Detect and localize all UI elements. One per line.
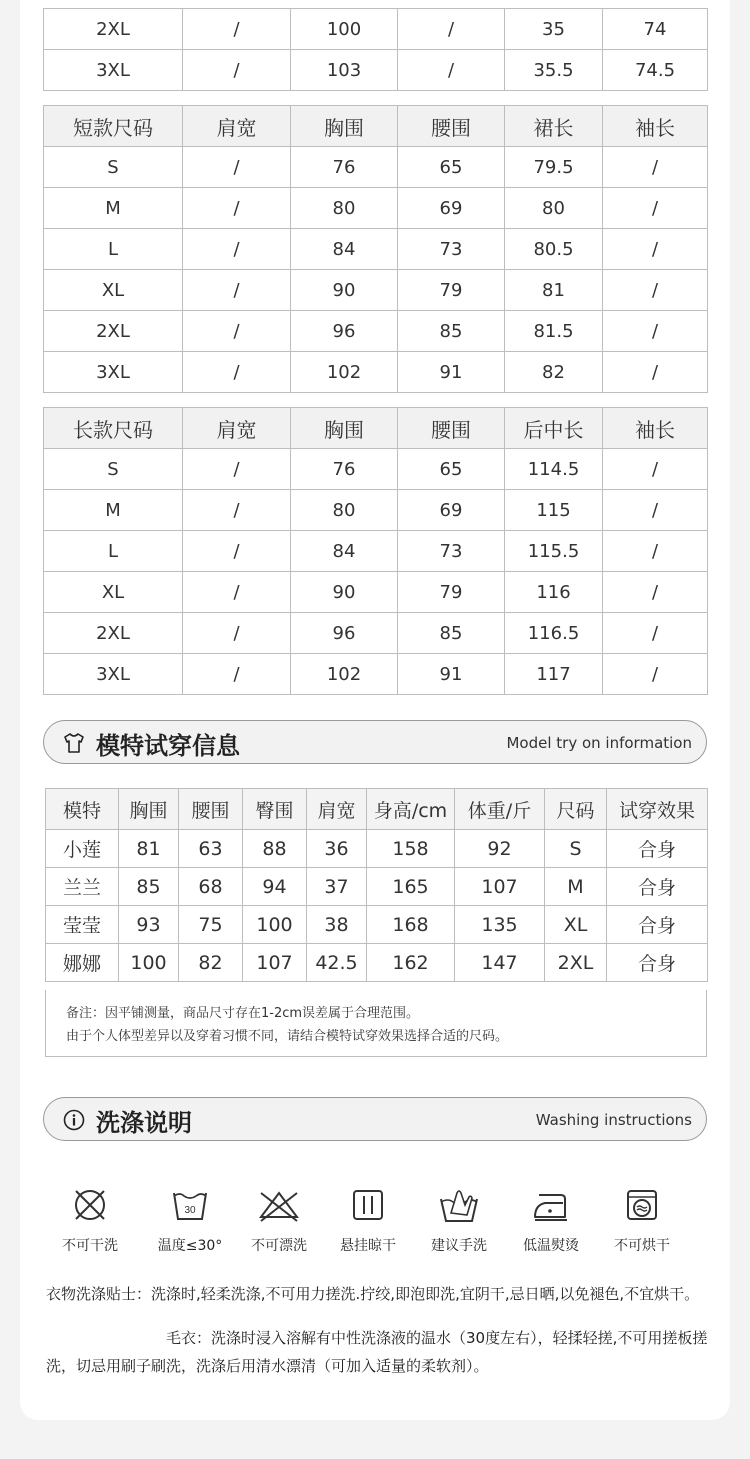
column-header: 腰围 bbox=[398, 408, 505, 449]
table-cell: 76 bbox=[291, 449, 398, 490]
wash-label: 悬挂晾干 bbox=[340, 1238, 396, 1254]
table-cell: 2XL bbox=[545, 944, 607, 982]
table-cell: 165 bbox=[367, 868, 455, 906]
size-table-long bbox=[43, 407, 708, 695]
table-row bbox=[44, 613, 708, 654]
table-row bbox=[44, 449, 708, 490]
table-row bbox=[44, 311, 708, 352]
table-row bbox=[44, 9, 708, 50]
column-header: 体重/斤 bbox=[455, 789, 545, 830]
table-cell: 38 bbox=[307, 906, 367, 944]
table-cell: 100 bbox=[291, 9, 398, 50]
table-cell: 73 bbox=[398, 531, 505, 572]
table-cell: M bbox=[44, 490, 183, 531]
table-cell: 合身 bbox=[607, 944, 708, 982]
table-row bbox=[44, 572, 708, 613]
column-header: 尺码 bbox=[545, 789, 607, 830]
table-cell: XL bbox=[545, 906, 607, 944]
table-cell: 115 bbox=[505, 490, 603, 531]
table-cell: 91 bbox=[398, 654, 505, 695]
wash-item-no-bleach bbox=[229, 1185, 329, 1255]
table-cell: 162 bbox=[367, 944, 455, 982]
table-cell: / bbox=[398, 9, 505, 50]
table-cell: / bbox=[603, 613, 708, 654]
table-cell: 42.5 bbox=[307, 944, 367, 982]
table-cell: 36 bbox=[307, 830, 367, 868]
table-row bbox=[46, 868, 708, 906]
table-cell: XL bbox=[44, 572, 183, 613]
table-cell: M bbox=[545, 868, 607, 906]
low-iron-icon bbox=[529, 1185, 573, 1225]
table-cell: / bbox=[183, 147, 291, 188]
wash-section-title: 洗涤说明 bbox=[96, 1109, 192, 1137]
table-cell: 93 bbox=[119, 906, 179, 944]
table-cell: 3XL bbox=[44, 352, 183, 393]
table-cell: 96 bbox=[291, 613, 398, 654]
table-cell: 79.5 bbox=[505, 147, 603, 188]
table-cell: 102 bbox=[291, 654, 398, 695]
no-tumble-dry-icon bbox=[622, 1185, 662, 1225]
table-cell: 76 bbox=[291, 147, 398, 188]
table-cell: 90 bbox=[291, 572, 398, 613]
table-cell: / bbox=[183, 229, 291, 270]
model-section-header bbox=[43, 720, 707, 764]
table-cell: 84 bbox=[291, 229, 398, 270]
wash-item-30 bbox=[140, 1185, 240, 1255]
table-cell: / bbox=[603, 490, 708, 531]
column-header: 胸围 bbox=[291, 106, 398, 147]
wash-item-no-tumble-dry bbox=[592, 1185, 692, 1255]
table-cell: 85 bbox=[398, 613, 505, 654]
model-table bbox=[45, 788, 708, 982]
table-row bbox=[44, 229, 708, 270]
table-cell: 96 bbox=[291, 311, 398, 352]
model-section-title: 模特试穿信息 bbox=[96, 732, 240, 760]
wash-label: 不可干洗 bbox=[62, 1238, 118, 1254]
table-row bbox=[44, 188, 708, 229]
table-cell: / bbox=[183, 50, 291, 91]
table-cell: S bbox=[44, 449, 183, 490]
model-note bbox=[45, 990, 707, 1057]
table-cell: 娜娜 bbox=[46, 944, 119, 982]
column-header: 袖长 bbox=[603, 106, 708, 147]
table-cell: L bbox=[44, 531, 183, 572]
table-cell: 35.5 bbox=[505, 50, 603, 91]
table-row bbox=[44, 147, 708, 188]
table-cell: 88 bbox=[243, 830, 307, 868]
table-cell: 2XL bbox=[44, 9, 183, 50]
table-cell: / bbox=[603, 531, 708, 572]
hand-wash-icon bbox=[437, 1185, 481, 1225]
table-cell: 74.5 bbox=[603, 50, 708, 91]
wash-item-hang-dry bbox=[318, 1185, 418, 1255]
table-cell: 100 bbox=[119, 944, 179, 982]
table-cell: / bbox=[183, 572, 291, 613]
table-cell: 80.5 bbox=[505, 229, 603, 270]
washing-tip-general: 衣物洗涤贴士：洗涤时,轻柔洗涤,不可用力搓洗.拧绞,即泡即洗,宜阴干,忌日晒,以免褪色,不宜烘干。 bbox=[46, 1285, 700, 1303]
size-table-top bbox=[43, 8, 708, 91]
wash-label: 建议手洗 bbox=[431, 1238, 487, 1254]
column-header: 袖长 bbox=[603, 408, 708, 449]
table-cell: 莹莹 bbox=[46, 906, 119, 944]
table-cell: 80 bbox=[291, 188, 398, 229]
table-cell: 65 bbox=[398, 147, 505, 188]
table-cell: / bbox=[603, 188, 708, 229]
column-header: 胸围 bbox=[119, 789, 179, 830]
table-cell: 80 bbox=[291, 490, 398, 531]
column-header: 肩宽 bbox=[183, 106, 291, 147]
table-cell: 3XL bbox=[44, 50, 183, 91]
table-cell: 68 bbox=[179, 868, 243, 906]
table-cell: 74 bbox=[603, 9, 708, 50]
column-header: 臀围 bbox=[243, 789, 307, 830]
table-header-row bbox=[44, 408, 708, 449]
table-cell: 158 bbox=[367, 830, 455, 868]
table-row bbox=[44, 352, 708, 393]
table-cell: / bbox=[183, 270, 291, 311]
table-cell: S bbox=[44, 147, 183, 188]
table-cell: / bbox=[603, 654, 708, 695]
table-cell: / bbox=[183, 449, 291, 490]
table-cell: 81 bbox=[505, 270, 603, 311]
table-cell: 合身 bbox=[607, 906, 708, 944]
table-cell: 90 bbox=[291, 270, 398, 311]
shirt-icon bbox=[62, 731, 86, 755]
table-cell: 63 bbox=[179, 830, 243, 868]
table-cell: L bbox=[44, 229, 183, 270]
table-cell: 81 bbox=[119, 830, 179, 868]
table-row bbox=[44, 490, 708, 531]
table-cell: / bbox=[603, 572, 708, 613]
table-cell: S bbox=[545, 830, 607, 868]
table-cell: 117 bbox=[505, 654, 603, 695]
table-cell: 73 bbox=[398, 229, 505, 270]
table-row bbox=[44, 531, 708, 572]
size-table-short bbox=[43, 105, 708, 393]
column-header: 长款尺码 bbox=[44, 408, 183, 449]
table-cell: / bbox=[603, 147, 708, 188]
table-cell: / bbox=[183, 311, 291, 352]
table-cell: 94 bbox=[243, 868, 307, 906]
model-section-subtitle: Model try on information bbox=[506, 734, 692, 752]
column-header: 身高/cm bbox=[367, 789, 455, 830]
table-cell: / bbox=[183, 352, 291, 393]
table-cell: 92 bbox=[455, 830, 545, 868]
wash-item-no-dry-clean bbox=[40, 1185, 140, 1255]
table-cell: XL bbox=[44, 270, 183, 311]
table-cell: / bbox=[183, 613, 291, 654]
column-header: 胸围 bbox=[291, 408, 398, 449]
table-cell: 100 bbox=[243, 906, 307, 944]
table-cell: 85 bbox=[398, 311, 505, 352]
column-header: 试穿效果 bbox=[607, 789, 708, 830]
table-cell: 103 bbox=[291, 50, 398, 91]
table-cell: 65 bbox=[398, 449, 505, 490]
table-cell: / bbox=[183, 188, 291, 229]
note-line-2: 由于个人体型差异以及穿着习惯不同，请结合模特试穿效果选择合适的尺码。 bbox=[66, 1029, 509, 1044]
wash-label: 温度≤30° bbox=[157, 1238, 223, 1254]
column-header: 肩宽 bbox=[183, 408, 291, 449]
table-cell: / bbox=[603, 449, 708, 490]
table-cell: 69 bbox=[398, 188, 505, 229]
column-header: 肩宽 bbox=[307, 789, 367, 830]
column-header: 后中长 bbox=[505, 408, 603, 449]
table-cell: 合身 bbox=[607, 868, 708, 906]
table-row bbox=[44, 270, 708, 311]
wash-30-icon bbox=[170, 1185, 210, 1225]
table-cell: 116 bbox=[505, 572, 603, 613]
table-cell: / bbox=[603, 229, 708, 270]
table-row bbox=[46, 830, 708, 868]
table-row bbox=[44, 50, 708, 91]
table-cell: 107 bbox=[243, 944, 307, 982]
wash-item-hand-wash bbox=[409, 1185, 509, 1255]
column-header: 模特 bbox=[46, 789, 119, 830]
table-cell: / bbox=[183, 9, 291, 50]
table-cell: M bbox=[44, 188, 183, 229]
table-header-row bbox=[44, 106, 708, 147]
column-header: 短款尺码 bbox=[44, 106, 183, 147]
wash-section-header bbox=[43, 1097, 707, 1141]
table-cell: 3XL bbox=[44, 654, 183, 695]
column-header: 腰围 bbox=[398, 106, 505, 147]
table-cell: 小莲 bbox=[46, 830, 119, 868]
hang-dry-icon bbox=[348, 1185, 388, 1225]
table-cell: / bbox=[183, 531, 291, 572]
table-cell: 35 bbox=[505, 9, 603, 50]
column-header: 裙长 bbox=[505, 106, 603, 147]
table-cell: 79 bbox=[398, 572, 505, 613]
table-cell: / bbox=[183, 654, 291, 695]
table-cell: 91 bbox=[398, 352, 505, 393]
table-cell: / bbox=[603, 352, 708, 393]
table-cell: 81.5 bbox=[505, 311, 603, 352]
table-cell: 82 bbox=[505, 352, 603, 393]
table-cell: 115.5 bbox=[505, 531, 603, 572]
table-cell: / bbox=[398, 50, 505, 91]
washing-tip-sweater: 毛衣：洗涤时浸入溶解有中性洗涤液的温水（30度左右），轻揉轻搓,不可用搓板搓洗，切忌用刷子刷洗，洗涤后用清水漂清（可加入适量的柔软剂）。 bbox=[46, 1329, 708, 1375]
wash-label: 不可漂洗 bbox=[251, 1238, 307, 1254]
table-cell: 79 bbox=[398, 270, 505, 311]
table-row bbox=[44, 654, 708, 695]
table-cell: 2XL bbox=[44, 311, 183, 352]
table-row bbox=[46, 906, 708, 944]
no-bleach-icon bbox=[257, 1185, 301, 1225]
wash-label: 低温熨烫 bbox=[523, 1238, 579, 1254]
table-cell: 102 bbox=[291, 352, 398, 393]
table-header-row bbox=[46, 789, 708, 830]
table-cell: 116.5 bbox=[505, 613, 603, 654]
table-cell: 2XL bbox=[44, 613, 183, 654]
table-cell: 84 bbox=[291, 531, 398, 572]
table-cell: / bbox=[603, 270, 708, 311]
table-cell: 兰兰 bbox=[46, 868, 119, 906]
table-cell: 147 bbox=[455, 944, 545, 982]
wash-section-subtitle: Washing instructions bbox=[535, 1111, 692, 1129]
table-cell: / bbox=[603, 311, 708, 352]
table-cell: 合身 bbox=[607, 830, 708, 868]
table-row bbox=[46, 944, 708, 982]
no-dry-clean-icon bbox=[70, 1185, 110, 1225]
wash-label: 不可烘干 bbox=[614, 1238, 670, 1254]
table-cell: 168 bbox=[367, 906, 455, 944]
table-cell: 37 bbox=[307, 868, 367, 906]
note-line-1: 备注：因平铺测量，商品尺寸存在1-2cm误差属于合理范围。 bbox=[66, 1006, 420, 1021]
table-cell: 82 bbox=[179, 944, 243, 982]
table-cell: / bbox=[183, 490, 291, 531]
table-cell: 107 bbox=[455, 868, 545, 906]
table-cell: 135 bbox=[455, 906, 545, 944]
table-cell: 80 bbox=[505, 188, 603, 229]
washing-tips bbox=[46, 1280, 721, 1380]
table-cell: 75 bbox=[179, 906, 243, 944]
wash-temp-text: 30 bbox=[184, 1205, 196, 1216]
table-cell: 85 bbox=[119, 868, 179, 906]
info-icon bbox=[62, 1108, 86, 1132]
table-cell: 69 bbox=[398, 490, 505, 531]
column-header: 腰围 bbox=[179, 789, 243, 830]
wash-item-low-iron bbox=[501, 1185, 601, 1255]
table-cell: 114.5 bbox=[505, 449, 603, 490]
